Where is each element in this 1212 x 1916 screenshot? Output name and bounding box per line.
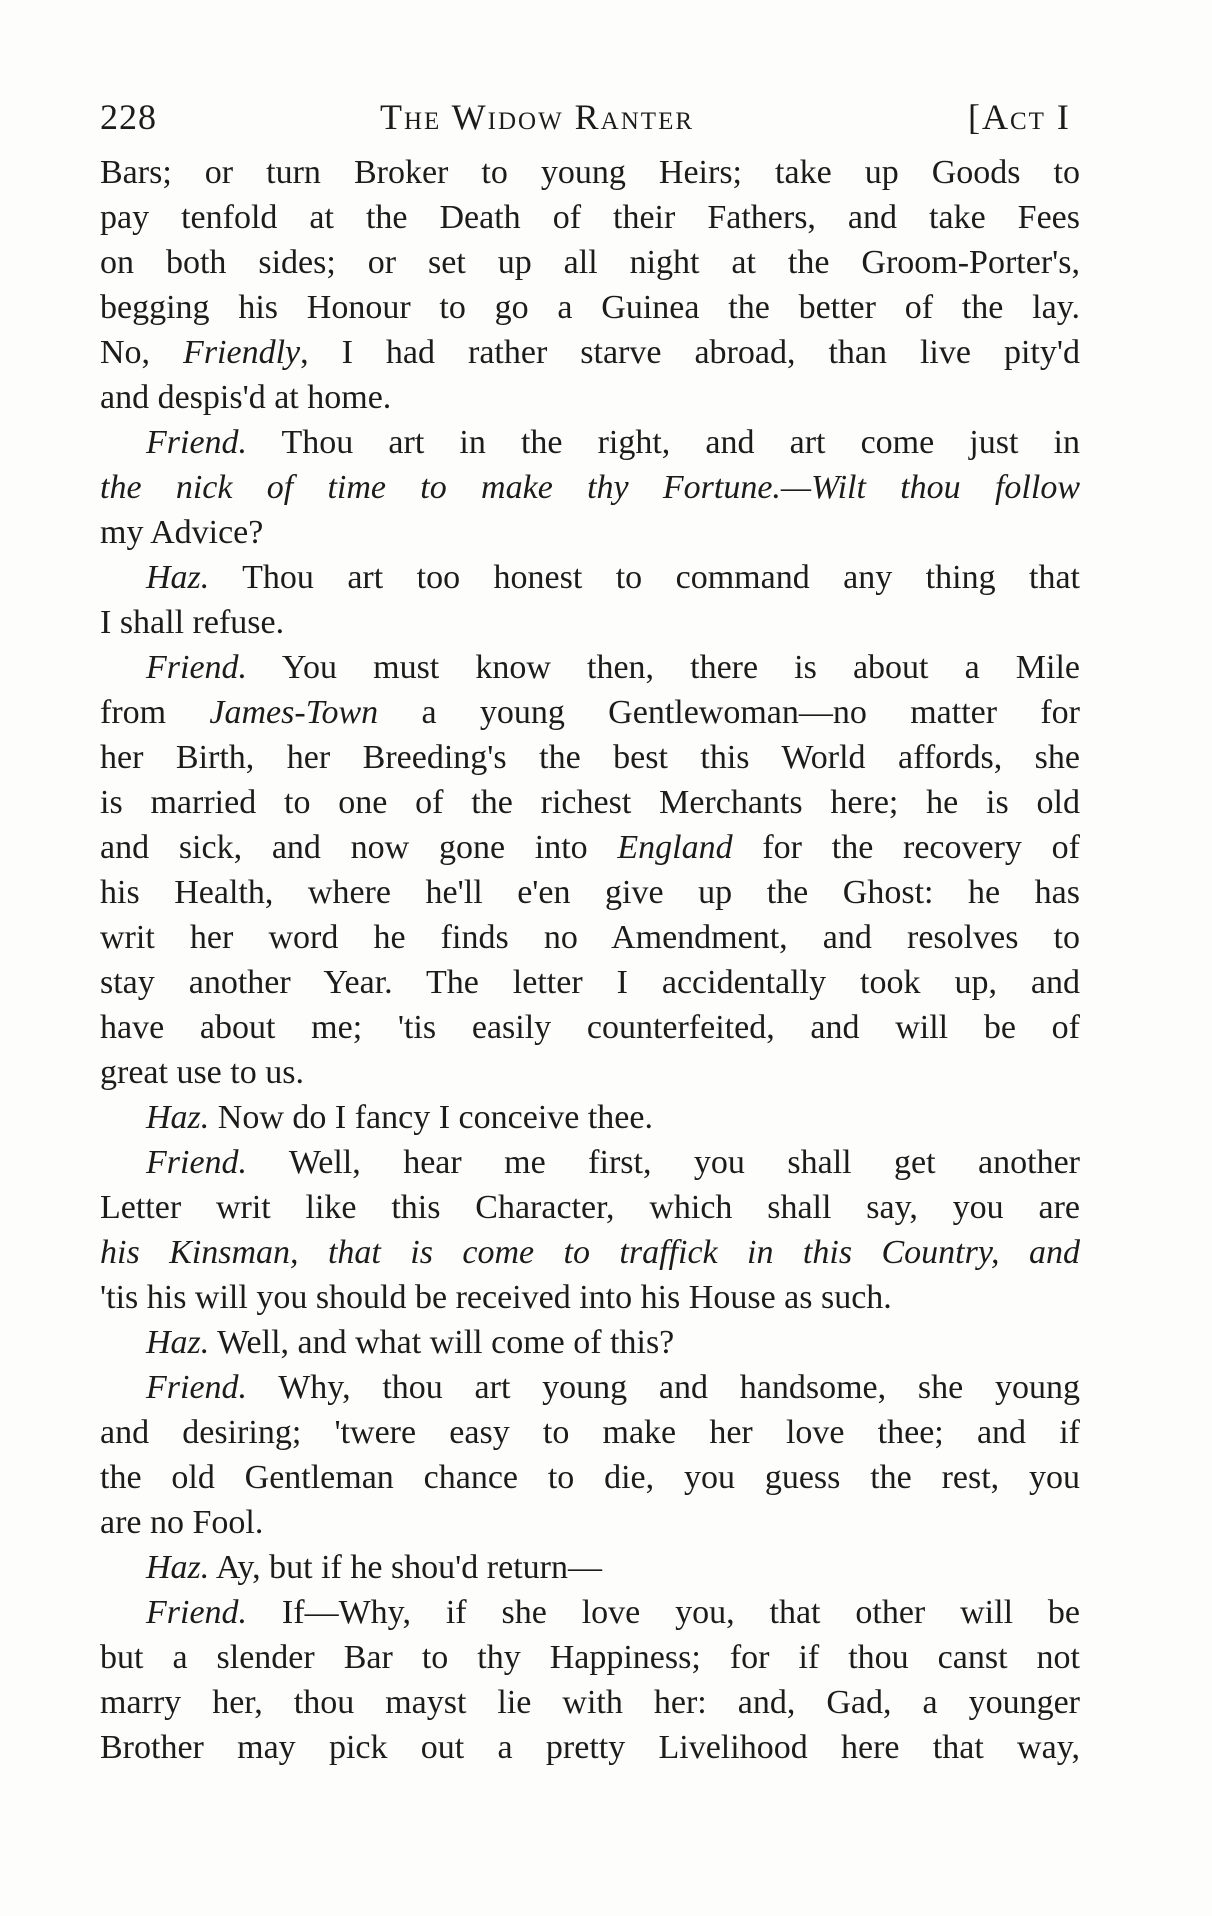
text-segment: writ her word he finds no Amendment, and resolves to — [100, 919, 1080, 956]
text-line — [100, 465, 1080, 510]
text-segment: my Advice? — [100, 514, 264, 551]
speech — [100, 645, 1080, 1095]
text-segment: No, — [100, 334, 184, 371]
italic-segment: the nick of time to make thy Fortune.—Wilt thou follow — [100, 469, 1080, 506]
running-title: The Widow Ranter — [380, 97, 695, 137]
text-line — [100, 645, 1080, 690]
text-line — [100, 1365, 1080, 1410]
text-line — [100, 375, 1080, 420]
page-header — [100, 92, 1100, 142]
speaker-name: Haz. — [146, 1099, 210, 1136]
text-line — [100, 1500, 1080, 1545]
speech — [100, 420, 1080, 555]
text-line — [100, 1545, 1080, 1590]
italic-segment: England — [617, 829, 733, 866]
text-segment: have about me; 'tis easily counterfeited, and will be of — [100, 1009, 1080, 1046]
text-segment: begging his Honour to go a Guinea the better of the lay. — [100, 289, 1080, 326]
text-line — [100, 240, 1080, 285]
text-line — [100, 510, 1080, 555]
text-line — [100, 1050, 1080, 1095]
speaker-name: Friend. — [146, 424, 248, 461]
text-line — [100, 780, 1080, 825]
text-segment: 'tis his will you should be received into his House as such. — [100, 1279, 892, 1316]
text-segment: marry her, thou mayst lie with her: and, Gad, a younger — [100, 1684, 1080, 1721]
text-segment: You must know then, there is about a Mile — [247, 649, 1080, 686]
speech — [100, 1140, 1080, 1320]
italic-segment: James-Town — [209, 694, 379, 731]
speaker-name: Haz. — [146, 559, 210, 596]
text-line — [100, 1140, 1080, 1185]
speaker-name: Friend. — [146, 649, 248, 686]
speaker-name: Friend. — [146, 1594, 248, 1631]
text-line — [100, 195, 1080, 240]
text-segment: for the recovery of — [732, 829, 1080, 866]
text-segment: and despis'd at home. — [100, 379, 392, 416]
text-line — [100, 1590, 1080, 1635]
text-line — [100, 690, 1080, 735]
text-segment: her Birth, her Breeding's the best this World affords, she — [100, 739, 1080, 776]
text-segment: Why, thou art young and handsome, she young — [247, 1369, 1080, 1406]
text-line — [100, 1230, 1080, 1275]
text-segment: and desiring; 'twere easy to make her love thee; and if — [100, 1414, 1080, 1451]
text-line — [100, 1005, 1080, 1050]
text-line — [100, 735, 1080, 780]
text-line — [100, 1275, 1080, 1320]
text-segment: Brother may pick out a pretty Livelihood here that way, — [100, 1729, 1080, 1766]
text-segment: Now do I fancy I conceive thee. — [209, 1099, 653, 1136]
text-segment: on both sides; or set up all night at the Groom-Porter's, — [100, 244, 1080, 281]
text-line — [100, 330, 1080, 375]
text-segment: from — [100, 694, 210, 731]
text-segment: great use to us. — [100, 1054, 304, 1091]
text-segment: pay tenfold at the Death of their Fathers, and take Fees — [100, 199, 1080, 236]
speaker-name: Friend. — [146, 1369, 248, 1406]
text-segment: Bars; or turn Broker to young Heirs; take up Goods to — [100, 154, 1080, 191]
text-line — [100, 420, 1080, 465]
speech — [100, 1320, 1080, 1365]
speech-continuation — [100, 150, 1080, 420]
text-line — [100, 150, 1080, 195]
text-line — [100, 825, 1080, 870]
text-line — [100, 1455, 1080, 1500]
text-line — [100, 555, 1080, 600]
text-segment: and sick, and now gone into — [100, 829, 618, 866]
text-line — [100, 600, 1080, 645]
speech — [100, 1365, 1080, 1545]
text-segment: Well, and what will come of this? — [209, 1324, 675, 1361]
text-segment: Letter writ like this Character, which shall say, you are — [100, 1189, 1080, 1226]
text-line — [100, 285, 1080, 330]
act-label: [Act I — [968, 97, 1071, 137]
text-line — [100, 1680, 1080, 1725]
text-line — [100, 1725, 1080, 1770]
text-segment: is married to one of the richest Merchants here; he is old — [100, 784, 1080, 821]
text-segment: but a slender Bar to thy Happiness; for if thou canst not — [100, 1639, 1080, 1676]
text-line — [100, 1410, 1080, 1455]
speech — [100, 555, 1080, 645]
text-segment: a young Gentlewoman—no matter for — [378, 694, 1081, 731]
text-segment: Thou art in the right, and art come just in — [247, 424, 1080, 461]
speech — [100, 1590, 1080, 1770]
text-line — [100, 915, 1080, 960]
text-segment: I shall refuse. — [100, 604, 285, 641]
text-segment: Ay, but if he shou'd return— — [209, 1549, 602, 1586]
speech — [100, 1545, 1080, 1590]
italic-segment: his Kinsman, that is come to traffick in this Country, and — [100, 1234, 1080, 1271]
italic-segment: Friendly — [183, 334, 301, 371]
text-segment: stay another Year. The letter I accidentally took up, and — [100, 964, 1080, 1001]
text-line — [100, 1095, 1080, 1140]
text-segment: are no Fool. — [100, 1504, 264, 1541]
play-text — [100, 150, 1080, 1770]
text-segment: Well, hear me first, you shall get another — [247, 1144, 1080, 1181]
text-line — [100, 1635, 1080, 1680]
text-line — [100, 1320, 1080, 1365]
text-line — [100, 870, 1080, 915]
speech — [100, 1095, 1080, 1140]
text-segment: , I had rather starve abroad, than live pity'd — [300, 334, 1080, 371]
page-number: 228 — [100, 97, 157, 137]
speaker-name: Haz. — [146, 1324, 210, 1361]
text-segment: the old Gentleman chance to die, you guess the rest, you — [100, 1459, 1080, 1496]
text-line — [100, 1185, 1080, 1230]
text-segment: Thou art too honest to command any thing that — [209, 559, 1080, 596]
text-segment: If—Why, if she love you, that other will be — [247, 1594, 1080, 1631]
speaker-name: Friend. — [146, 1144, 248, 1181]
speaker-name: Haz. — [146, 1549, 210, 1586]
text-line — [100, 960, 1080, 1005]
text-segment: his Health, where he'll e'en give up the Ghost: he has — [100, 874, 1080, 911]
